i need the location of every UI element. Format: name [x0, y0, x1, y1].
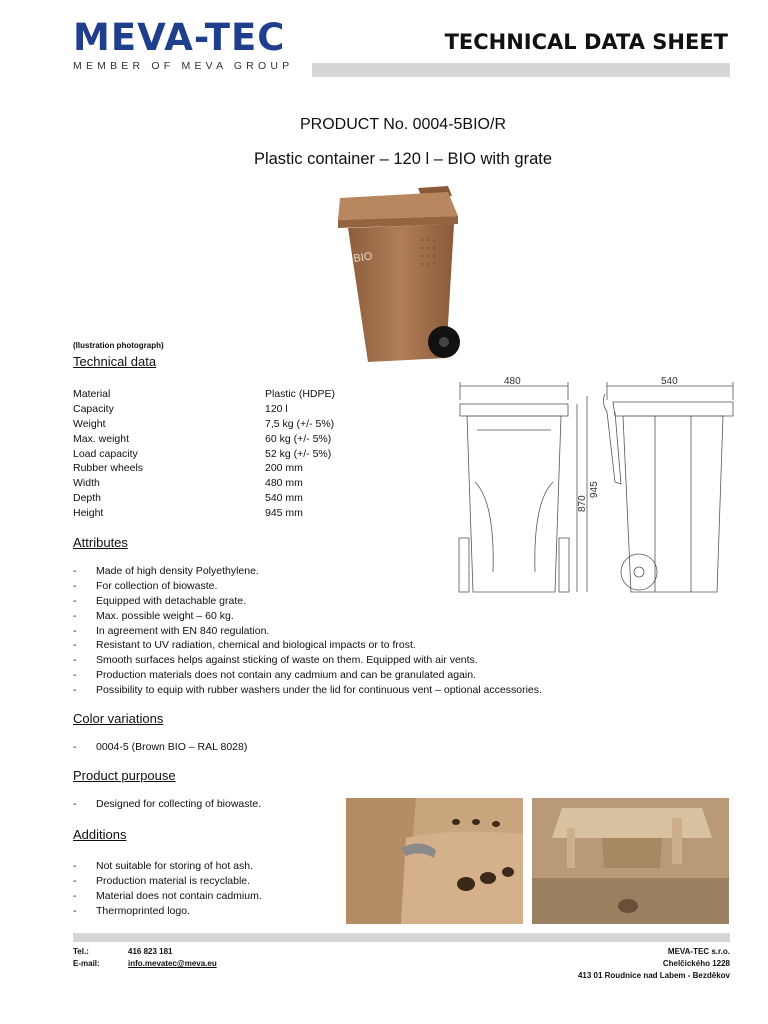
logo-subtitle: MEMBER OF MEVA GROUP [73, 60, 294, 72]
list-item: - Thermoprinted logo. [73, 904, 190, 917]
list-item: - Resistant to UV radiation, chemical and biological impacts or to frost. [73, 639, 416, 652]
spec-row [73, 505, 335, 520]
spec-value: 7,5 kg (+/- 5%) [265, 417, 335, 430]
product-name: Plastic container – 120 l – BIO with grate [253, 150, 553, 168]
list-item: - In agreement with EN 840 regulation. [73, 624, 270, 637]
bin-logo-text: BIO [352, 250, 374, 265]
spec-label: Capacity [73, 403, 114, 416]
color-variations-list [73, 740, 247, 755]
additions-list [73, 859, 262, 918]
spec-value: 52 kg (+/- 5%) [265, 447, 332, 460]
list-item-text: Production material is recyclable. [96, 875, 251, 888]
email-label: E-mail: [73, 959, 100, 968]
width-dimension: 480 [504, 376, 521, 387]
bin-photo [330, 180, 470, 370]
section-product-purpose: Product purpouse [73, 768, 176, 783]
list-item: - Not suitable for storing of hot ash. [73, 860, 254, 873]
list-item-text: Designed for collecting of biowaste. [96, 798, 262, 811]
spec-value: Plastic (HDPE) [265, 388, 336, 401]
city-address: 413 01 Roudnice nad Labem - Bezděkov [577, 971, 730, 980]
tel-label: Tel.: [73, 947, 89, 956]
spec-label: Material [73, 388, 111, 401]
header-bar [312, 63, 730, 77]
spec-label: Rubber wheels [73, 462, 144, 475]
spec-row [73, 417, 335, 432]
detail-photo-grate [532, 798, 729, 924]
spec-row [73, 402, 335, 417]
list-item-text: Possibility to equip with rubber washers under the lid for continuous vent – optional accessories. [96, 683, 542, 696]
list-item-text: In agreement with EN 840 regulation. [96, 624, 270, 637]
company-logo [73, 18, 313, 72]
list-item-text: Max. possible weight – 60 kg. [96, 609, 234, 622]
list-item: - Production material is recyclable. [73, 875, 251, 888]
list-item-text: Smooth surfaces helps against sticking of waste on them. Equipped with air vents. [96, 654, 478, 667]
depth-dimension: 540 [661, 376, 678, 387]
list-item-text: Made of high density Polyethylene. [96, 565, 259, 578]
height-dimension-945: 945 [589, 481, 600, 498]
spec-value: 480 mm [265, 477, 303, 490]
spec-row [73, 476, 335, 491]
list-item-text: Not suitable for storing of hot ash. [96, 860, 254, 873]
company-name: MEVA-TEC s.r.o. [667, 947, 730, 956]
email-link[interactable]: info.mevatec@meva.eu [128, 959, 217, 968]
spec-row [73, 491, 335, 506]
list-item: - Max. possible weight – 60 kg. [73, 609, 234, 622]
spec-value: 540 mm [265, 491, 303, 504]
list-item: - Smooth surfaces helps against sticking of waste on them. Equipped with air vents. [73, 654, 478, 667]
spec-value: 200 mm [265, 462, 303, 475]
section-technical-data: Technical data [73, 354, 157, 369]
footer-bar [73, 933, 730, 942]
list-item: - 0004-5 (Brown BIO – RAL 8028) [73, 741, 248, 754]
page-title: TECHNICAL DATA SHEET [444, 30, 728, 54]
list-item-text: For collection of biowaste. [96, 580, 218, 593]
list-item: - Production materials does not contain any cadmium and can be granulated again. [73, 668, 476, 681]
list-item-text: Resistant to UV radiation, chemical and biological impacts or to frost. [96, 639, 416, 652]
spec-label: Width [73, 477, 100, 490]
footer-contact [73, 946, 217, 970]
attributes-list [73, 564, 542, 697]
list-item-text: Thermoprinted logo. [96, 904, 190, 917]
list-item-text: Equipped with detachable grate. [96, 594, 247, 607]
spec-row [73, 387, 335, 402]
spec-label: Height [73, 506, 104, 519]
spec-row [73, 446, 335, 461]
spec-label: Depth [73, 491, 102, 504]
list-item: - Material does not contain cadmium. [73, 889, 262, 902]
list-item: - Made of high density Polyethylene. [73, 565, 259, 578]
list-item: - Designed for collecting of biowaste. [73, 798, 262, 811]
spec-label: Load capacity [73, 447, 138, 460]
spec-row [73, 461, 335, 476]
spec-label: Max. weight [73, 432, 130, 445]
tel-value: 416 823 181 [128, 947, 173, 956]
photo-caption: (Ilustration photograph) [73, 341, 164, 350]
list-item-text: Material does not contain cadmium. [96, 889, 262, 902]
footer-address [578, 946, 730, 982]
section-additions: Additions [73, 827, 127, 842]
list-item: - Equipped with detachable grate. [73, 594, 247, 607]
spec-value: 60 kg (+/- 5%) [265, 432, 332, 445]
logo-text: MEVA-TEC [73, 16, 286, 59]
list-item-text: 0004-5 (Brown BIO – RAL 8028) [96, 741, 248, 754]
detail-photo-interior [346, 798, 523, 924]
list-item: - For collection of biowaste. [73, 580, 218, 593]
product-number: PRODUCT No. 0004-5BIO/R [300, 116, 506, 133]
street-address: Chelčického 1228 [662, 959, 730, 968]
section-attributes: Attributes [73, 535, 128, 550]
list-item-text: Production materials does not contain any cadmium and can be granulated again. [96, 668, 476, 681]
spec-label: Weight [73, 417, 106, 430]
section-color-variations: Color variations [73, 711, 164, 726]
height-dimension-870: 870 [577, 495, 588, 512]
spec-value: 120 l [265, 403, 288, 416]
product-purpose-list [73, 797, 261, 812]
list-item: - Possibility to equip with rubber washers under the lid for continuous vent – optional accessories. [73, 683, 542, 696]
spec-value: 945 mm [265, 506, 303, 519]
spec-table [73, 387, 335, 520]
spec-row [73, 431, 335, 446]
